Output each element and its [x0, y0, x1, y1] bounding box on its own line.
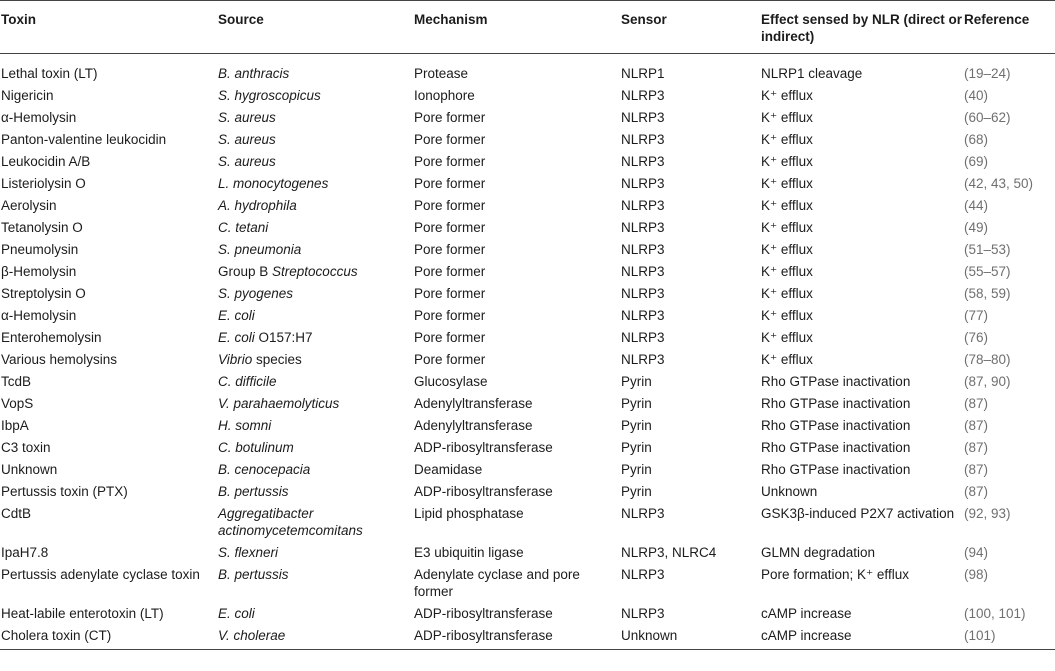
- cell-sensor: NLRP3: [621, 606, 665, 621]
- cell-reference: (58, 59): [964, 286, 1011, 301]
- cell-reference: (94): [964, 545, 989, 560]
- cell-reference: (100, 101): [964, 606, 1026, 621]
- table-row: [0, 481, 1055, 503]
- table-row: [0, 371, 1055, 393]
- source-segment: S. hygroscopicus: [218, 88, 321, 103]
- source-segment: B. pertussis: [218, 484, 289, 499]
- cell-sensor: Pyrin: [621, 374, 652, 389]
- header-sensor: Sensor: [620, 1, 760, 54]
- header-mechanism: Mechanism: [413, 1, 620, 54]
- source-segment: L. monocytogenes: [218, 176, 329, 191]
- cell-reference: (87): [964, 440, 989, 455]
- source-segment: Group B: [218, 264, 273, 279]
- cell-toxin: Various hemolysins: [1, 352, 118, 367]
- cell-effect: K⁺ efflux: [761, 154, 813, 169]
- table-row: [0, 151, 1055, 173]
- table-row: [0, 564, 1055, 603]
- cell-mechanism: Pore former: [414, 220, 486, 235]
- source-segment: H. somni: [218, 418, 272, 433]
- source-segment: E. coli: [218, 308, 255, 323]
- cell-effect: Rho GTPase inactivation: [761, 462, 911, 477]
- cell-mechanism: Adenylyltransferase: [414, 418, 533, 433]
- cell-source: [217, 481, 413, 503]
- table-row: [0, 603, 1055, 625]
- cell-reference: (87): [964, 484, 989, 499]
- cell-reference: (69): [964, 154, 989, 169]
- table-row: [0, 625, 1055, 650]
- table-row: [0, 195, 1055, 217]
- cell-source: [217, 503, 413, 542]
- cell-effect: K⁺ efflux: [761, 330, 813, 345]
- cell-effect: Unknown: [761, 484, 818, 499]
- table-row: [0, 349, 1055, 371]
- header-source: Source: [217, 1, 413, 54]
- cell-effect: cAMP increase: [760, 625, 963, 650]
- cell-toxin: VopS: [1, 396, 34, 411]
- cell-sensor: NLRP3: [621, 330, 665, 345]
- cell-reference: (87): [964, 462, 989, 477]
- cell-toxin: Enterohemolysin: [1, 330, 102, 345]
- table-row: [0, 415, 1055, 437]
- cell-sensor: NLRP3: [621, 264, 665, 279]
- source-segment: S. pyogenes: [218, 286, 294, 301]
- header-reference: Reference: [963, 1, 1055, 54]
- source-segment: C. difficile: [218, 374, 277, 389]
- cell-mechanism: Ionophore: [414, 88, 475, 103]
- cell-sensor: NLRP3: [621, 198, 665, 213]
- table-row: [0, 283, 1055, 305]
- cell-effect: Rho GTPase inactivation: [761, 440, 911, 455]
- table-header: [0, 1, 1055, 54]
- cell-mechanism: Pore former: [414, 154, 486, 169]
- cell-mechanism: Pore former: [414, 198, 486, 213]
- source-segment: O157:H7: [254, 330, 313, 345]
- cell-mechanism: ADP-ribosyltransferase: [414, 484, 553, 499]
- cell-source: [217, 415, 413, 437]
- cell-effect: Rho GTPase inactivation: [761, 374, 911, 389]
- cell-sensor: Unknown: [620, 625, 760, 650]
- cell-toxin: CdtB: [1, 506, 32, 521]
- table-row: [0, 327, 1055, 349]
- cell-toxin: Nigericin: [1, 88, 54, 103]
- cell-sensor: NLRP3: [621, 176, 665, 191]
- cell-toxin: C3 toxin: [1, 440, 51, 455]
- source-segment: S. aureus: [218, 154, 276, 169]
- cell-toxin: IpaH7.8: [1, 545, 49, 560]
- cell-source: [217, 305, 413, 327]
- cell-source: [217, 107, 413, 129]
- cell-effect: K⁺ efflux: [761, 88, 813, 103]
- cell-source: [217, 564, 413, 603]
- cell-reference: (92, 93): [964, 506, 1011, 521]
- cell-sensor: NLRP3: [621, 506, 665, 521]
- table-row: [0, 129, 1055, 151]
- table-row: [0, 503, 1055, 542]
- cell-toxin: Leukocidin A/B: [1, 154, 91, 169]
- cell-sensor: NLRP3: [621, 242, 665, 257]
- cell-reference: (44): [964, 198, 989, 213]
- source-segment: S. aureus: [218, 110, 276, 125]
- cell-reference: (87, 90): [964, 374, 1011, 389]
- cell-toxin: Panton-valentine leukocidin: [1, 132, 167, 147]
- cell-mechanism: Pore former: [414, 352, 486, 367]
- cell-reference: (55–57): [964, 264, 1011, 279]
- cell-reference: (98): [964, 567, 989, 582]
- cell-effect: NLRP1 cleavage: [761, 66, 863, 81]
- cell-effect: K⁺ efflux: [761, 132, 813, 147]
- cell-reference: (60–62): [964, 110, 1011, 125]
- cell-toxin: TcdB: [1, 374, 32, 389]
- table-row: [0, 261, 1055, 283]
- cell-toxin: Streptolysin O: [1, 286, 86, 301]
- cell-sensor: Pyrin: [621, 396, 652, 411]
- cell-reference: (87): [964, 418, 989, 433]
- cell-mechanism: Adenylyltransferase: [414, 396, 533, 411]
- cell-source: [217, 459, 413, 481]
- cell-mechanism: Adenylate cyclase and pore former: [414, 567, 580, 599]
- cell-toxin: Pertussis toxin (PTX): [1, 484, 128, 499]
- cell-effect: cAMP increase: [761, 606, 852, 621]
- cell-source: [217, 54, 413, 85]
- cell-sensor: NLRP3: [621, 132, 665, 147]
- cell-mechanism: Pore former: [414, 330, 486, 345]
- cell-effect: Rho GTPase inactivation: [761, 396, 911, 411]
- cell-reference: (77): [964, 308, 989, 323]
- table-row: [0, 437, 1055, 459]
- cell-toxin: Pneumolysin: [1, 242, 79, 257]
- header-row: [0, 1, 1055, 54]
- cell-source: [217, 239, 413, 261]
- cell-toxin: α-Hemolysin: [1, 110, 77, 125]
- cell-effect: K⁺ efflux: [761, 286, 813, 301]
- source-segment: V. parahaemolyticus: [218, 396, 340, 411]
- source-segment: S. pneumonia: [218, 242, 302, 257]
- cell-effect: K⁺ efflux: [761, 308, 813, 323]
- table-body: [0, 54, 1055, 650]
- cell-sensor: NLRP3: [621, 286, 665, 301]
- cell-source: [217, 625, 413, 650]
- cell-source: [217, 603, 413, 625]
- cell-sensor: NLRP1: [621, 66, 665, 81]
- cell-mechanism: Pore former: [414, 286, 486, 301]
- cell-toxin: Aerolysin: [1, 198, 57, 213]
- header-toxin: Toxin: [0, 1, 217, 54]
- cell-reference: (42, 43, 50): [964, 176, 1034, 191]
- cell-mechanism: Glucosylase: [414, 374, 488, 389]
- table-row: [0, 305, 1055, 327]
- table-row: [0, 459, 1055, 481]
- cell-toxin: Unknown: [1, 462, 58, 477]
- table-row: [0, 239, 1055, 261]
- table-row: [0, 54, 1055, 85]
- cell-mechanism: Pore former: [414, 242, 486, 257]
- source-segment: Vibrio: [218, 352, 253, 367]
- cell-sensor: NLRP3: [621, 352, 665, 367]
- cell-mechanism: E3 ubiquitin ligase: [414, 545, 524, 560]
- table-row: [0, 217, 1055, 239]
- cell-reference: (68): [964, 132, 989, 147]
- source-segment: V. cholerae: [218, 628, 286, 643]
- cell-source: [217, 542, 413, 564]
- cell-source: [217, 129, 413, 151]
- cell-sensor: Pyrin: [621, 440, 652, 455]
- cell-source: [217, 437, 413, 459]
- cell-effect: K⁺ efflux: [761, 264, 813, 279]
- source-segment: Streptococcus: [272, 264, 358, 279]
- source-segment: E. coli: [218, 330, 255, 345]
- cell-mechanism: ADP-ribosyltransferase: [414, 440, 553, 455]
- source-segment: Aggregatibacter actinomycetemcomitans: [218, 506, 363, 538]
- source-segment: S. flexneri: [218, 545, 279, 560]
- header-effect: Effect sensed by NLR (direct or indirect): [760, 1, 963, 54]
- cell-sensor: Pyrin: [621, 462, 652, 477]
- cell-mechanism: Pore former: [414, 308, 486, 323]
- table-row: [0, 393, 1055, 415]
- cell-effect: K⁺ efflux: [761, 110, 813, 125]
- cell-sensor: NLRP3: [621, 308, 665, 323]
- source-segment: B. anthracis: [218, 66, 290, 81]
- cell-source: [217, 393, 413, 415]
- cell-source: [217, 327, 413, 349]
- cell-mechanism: Pore former: [414, 176, 486, 191]
- cell-sensor: Pyrin: [621, 484, 652, 499]
- cell-mechanism: Pore former: [414, 132, 486, 147]
- cell-source: [217, 283, 413, 305]
- cell-mechanism: ADP-ribosyltransferase: [413, 625, 620, 650]
- source-segment: C. tetani: [218, 220, 269, 235]
- cell-toxin: IbpA: [1, 418, 29, 433]
- table-row: [0, 107, 1055, 129]
- cell-toxin: Tetanolysin O: [1, 220, 83, 235]
- cell-effect: Pore formation; K⁺ efflux: [761, 567, 909, 582]
- cell-mechanism: Lipid phosphatase: [414, 506, 524, 521]
- cell-sensor: NLRP3: [621, 220, 665, 235]
- cell-toxin: Cholera toxin (CT): [0, 625, 217, 650]
- cell-sensor: NLRP3: [621, 567, 665, 582]
- cell-effect: K⁺ efflux: [761, 242, 813, 257]
- cell-effect: K⁺ efflux: [761, 198, 813, 213]
- cell-effect: GLMN degradation: [761, 545, 876, 560]
- cell-reference: (101): [963, 625, 1055, 650]
- cell-sensor: NLRP3: [621, 110, 665, 125]
- source-segment: A. hydrophila: [218, 198, 297, 213]
- cell-toxin: Pertussis adenylate cyclase toxin: [1, 567, 200, 582]
- cell-source: [217, 195, 413, 217]
- cell-reference: (19–24): [964, 66, 1011, 81]
- cell-source: [217, 371, 413, 393]
- cell-reference: (40): [964, 88, 989, 103]
- cell-effect: GSK3β-induced P2X7 activation: [761, 506, 955, 521]
- table-row: [0, 542, 1055, 564]
- cell-reference: (51–53): [964, 242, 1011, 257]
- cell-reference: (49): [964, 220, 989, 235]
- source-segment: species: [252, 352, 302, 367]
- cell-effect: K⁺ efflux: [761, 176, 813, 191]
- cell-toxin: Lethal toxin (LT): [1, 66, 98, 81]
- cell-sensor: NLRP3: [621, 154, 665, 169]
- cell-source: [217, 151, 413, 173]
- cell-toxin: Heat-labile enterotoxin (LT): [1, 606, 164, 621]
- cell-toxin: α-Hemolysin: [1, 308, 77, 323]
- cell-mechanism: Protease: [414, 66, 469, 81]
- cell-effect: Rho GTPase inactivation: [761, 418, 911, 433]
- cell-sensor: Pyrin: [621, 418, 652, 433]
- cell-reference: (87): [964, 396, 989, 411]
- cell-mechanism: Pore former: [414, 264, 486, 279]
- cell-source: [217, 85, 413, 107]
- cell-effect: K⁺ efflux: [761, 220, 813, 235]
- cell-source: [217, 173, 413, 195]
- cell-mechanism: ADP-ribosyltransferase: [414, 606, 553, 621]
- cell-mechanism: Deamidase: [414, 462, 483, 477]
- source-segment: B. cenocepacia: [218, 462, 311, 477]
- cell-source: [217, 349, 413, 371]
- cell-sensor: NLRP3: [621, 88, 665, 103]
- source-segment: C. botulinum: [218, 440, 294, 455]
- source-segment: S. aureus: [218, 132, 276, 147]
- cell-toxin: Listeriolysin O: [1, 176, 86, 191]
- cell-source: [217, 217, 413, 239]
- cell-toxin: β-Hemolysin: [1, 264, 77, 279]
- cell-source: [217, 261, 413, 283]
- cell-mechanism: Pore former: [414, 110, 486, 125]
- cell-effect: K⁺ efflux: [761, 352, 813, 367]
- source-segment: B. pertussis: [218, 567, 289, 582]
- cell-sensor: NLRP3, NLRC4: [621, 545, 717, 560]
- source-segment: E. coli: [218, 606, 255, 621]
- table-row: [0, 173, 1055, 195]
- table-row: [0, 85, 1055, 107]
- cell-reference: (76): [964, 330, 989, 345]
- cell-reference: (78–80): [964, 352, 1011, 367]
